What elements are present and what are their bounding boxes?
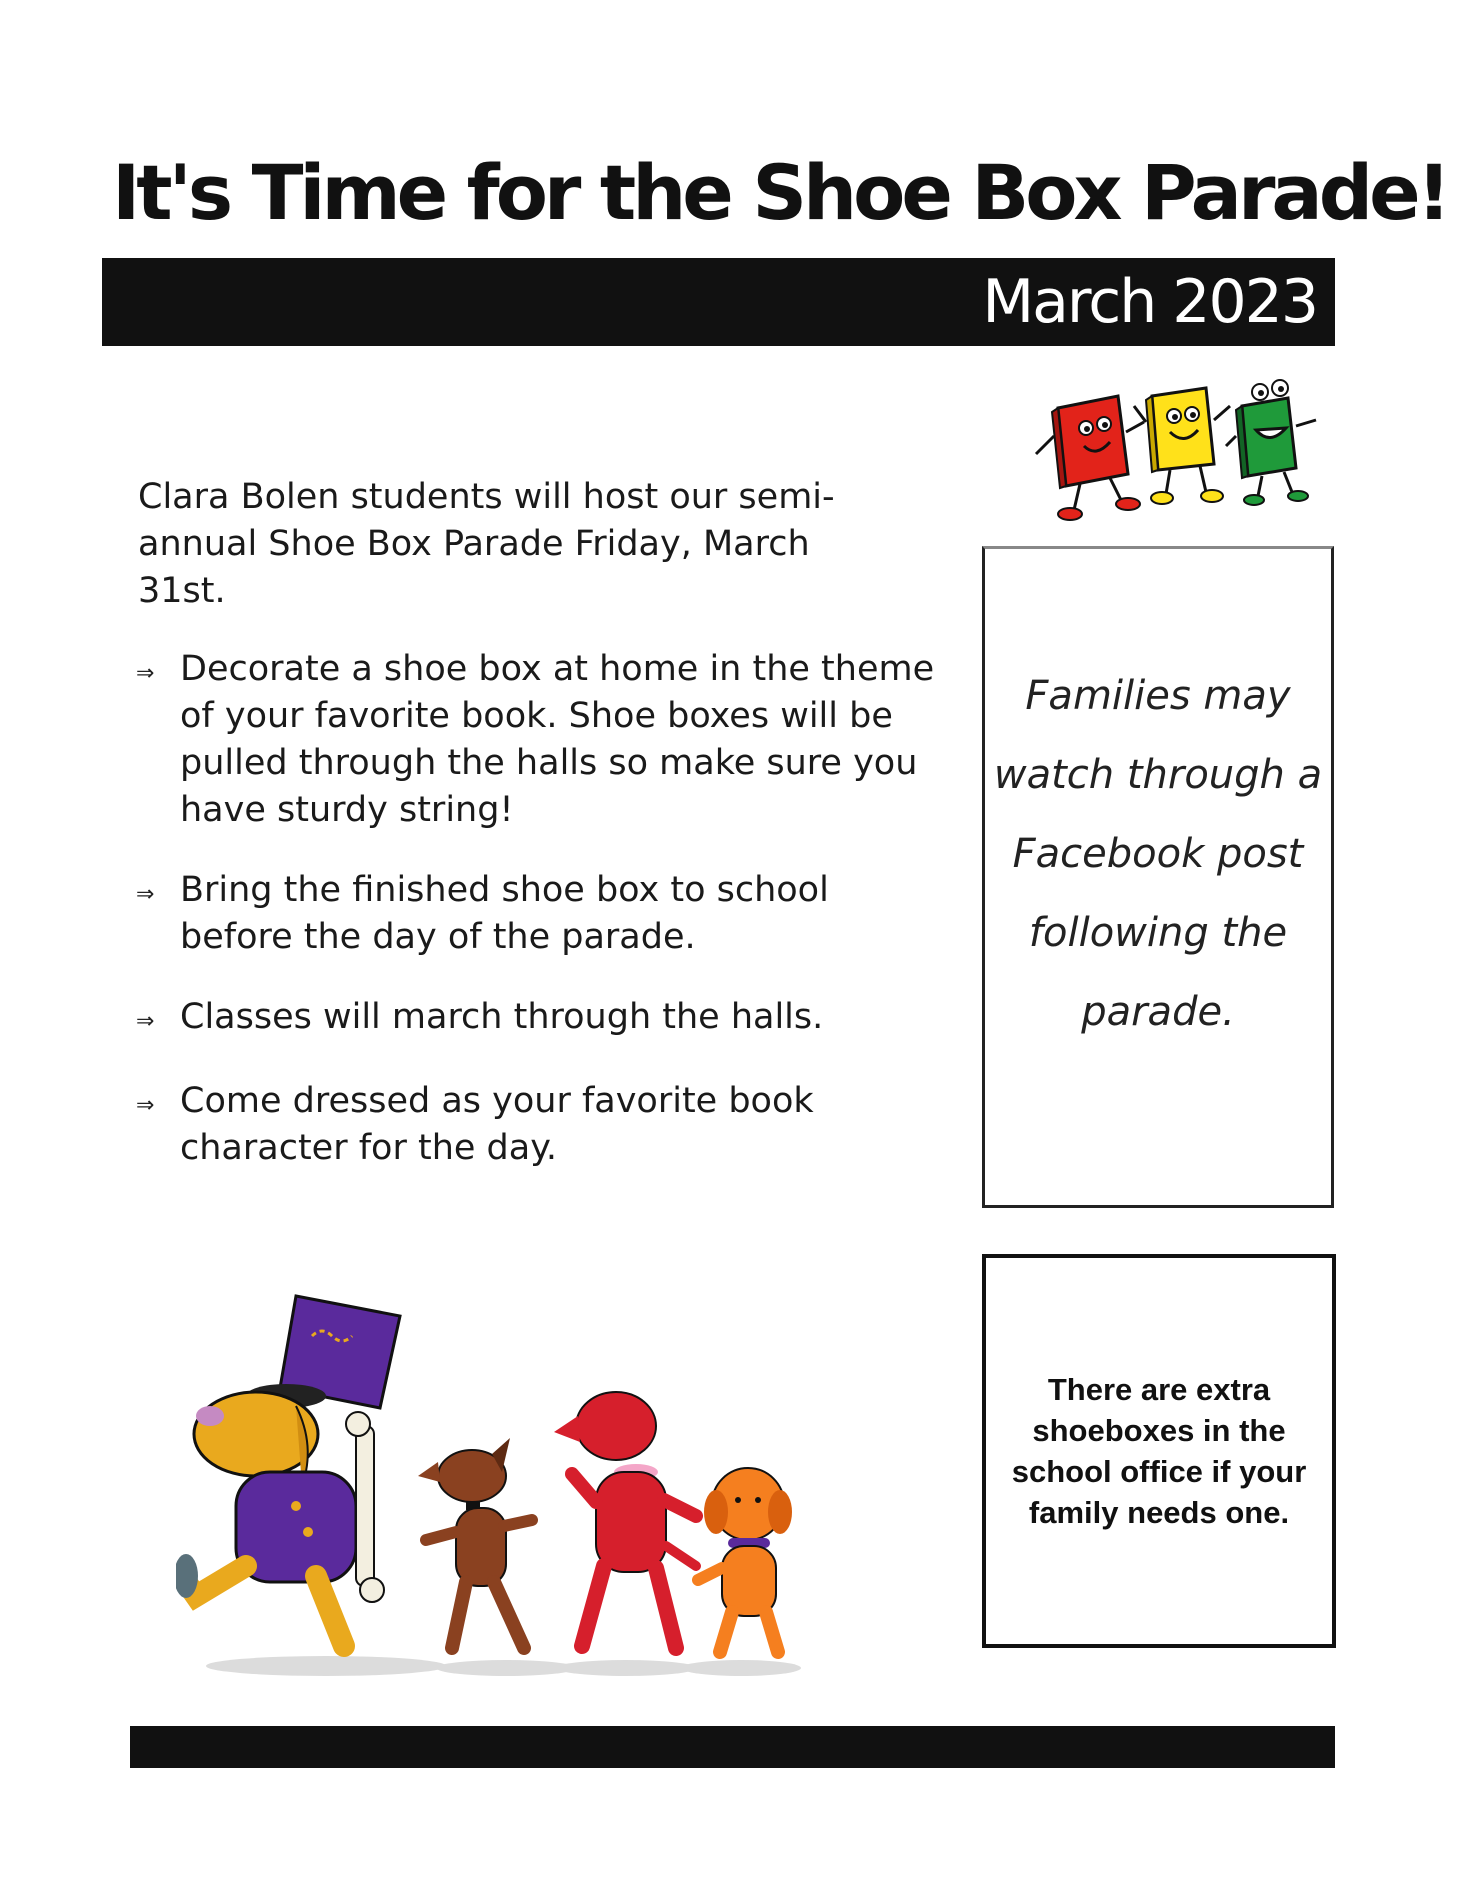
page-title: It's Time for the Shoe Box Parade!	[112, 148, 1448, 237]
orange-dog-illustration	[698, 1468, 792, 1652]
list-item-text: Bring the finished shoe box to school before the day of the parade.	[180, 870, 829, 957]
footer-bar	[130, 1726, 1335, 1768]
arrow-icon: ⇒	[136, 882, 155, 907]
dancing-books-icon	[1030, 366, 1326, 526]
arrow-icon: ⇒	[136, 1009, 155, 1034]
red-dog-illustration	[554, 1392, 696, 1648]
red-book-illustration	[1036, 396, 1144, 520]
brown-dog-illustration	[418, 1438, 532, 1648]
facebook-note-text: Families may watch through a Facebook post following the parade.	[993, 672, 1323, 1035]
date-label: March 2023	[982, 267, 1317, 337]
list-item	[136, 994, 936, 1045]
gold-dog-illustration	[176, 1296, 400, 1646]
list-item-text: Come dressed as your favorite book character for the day.	[180, 1081, 814, 1168]
shoebox-note-text: There are extra shoeboxes in the school office if your family needs one.	[1011, 1372, 1307, 1530]
list-item-text: Classes will march through the halls.	[180, 997, 824, 1037]
instruction-list	[136, 646, 936, 1205]
shoebox-note-box	[982, 1254, 1336, 1648]
facebook-note-box	[982, 546, 1334, 1208]
list-item	[136, 867, 936, 961]
yellow-book-illustration	[1134, 388, 1230, 504]
parading-dogs-icon	[176, 1276, 836, 1684]
intro-paragraph: Clara Bolen students will host our semi-annual Shoe Box Parade Friday, March 31st.	[138, 477, 835, 611]
list-item	[136, 1078, 936, 1172]
arrow-icon: ⇒	[136, 661, 155, 686]
arrow-icon: ⇒	[136, 1093, 155, 1118]
list-item-text: Decorate a shoe box at home in the theme of your favorite book. Shoe boxes will be pulled through the halls so make sure you have sturdy string!	[180, 649, 935, 830]
list-item	[136, 646, 936, 834]
date-banner	[102, 258, 1335, 346]
green-book-illustration	[1226, 380, 1316, 505]
